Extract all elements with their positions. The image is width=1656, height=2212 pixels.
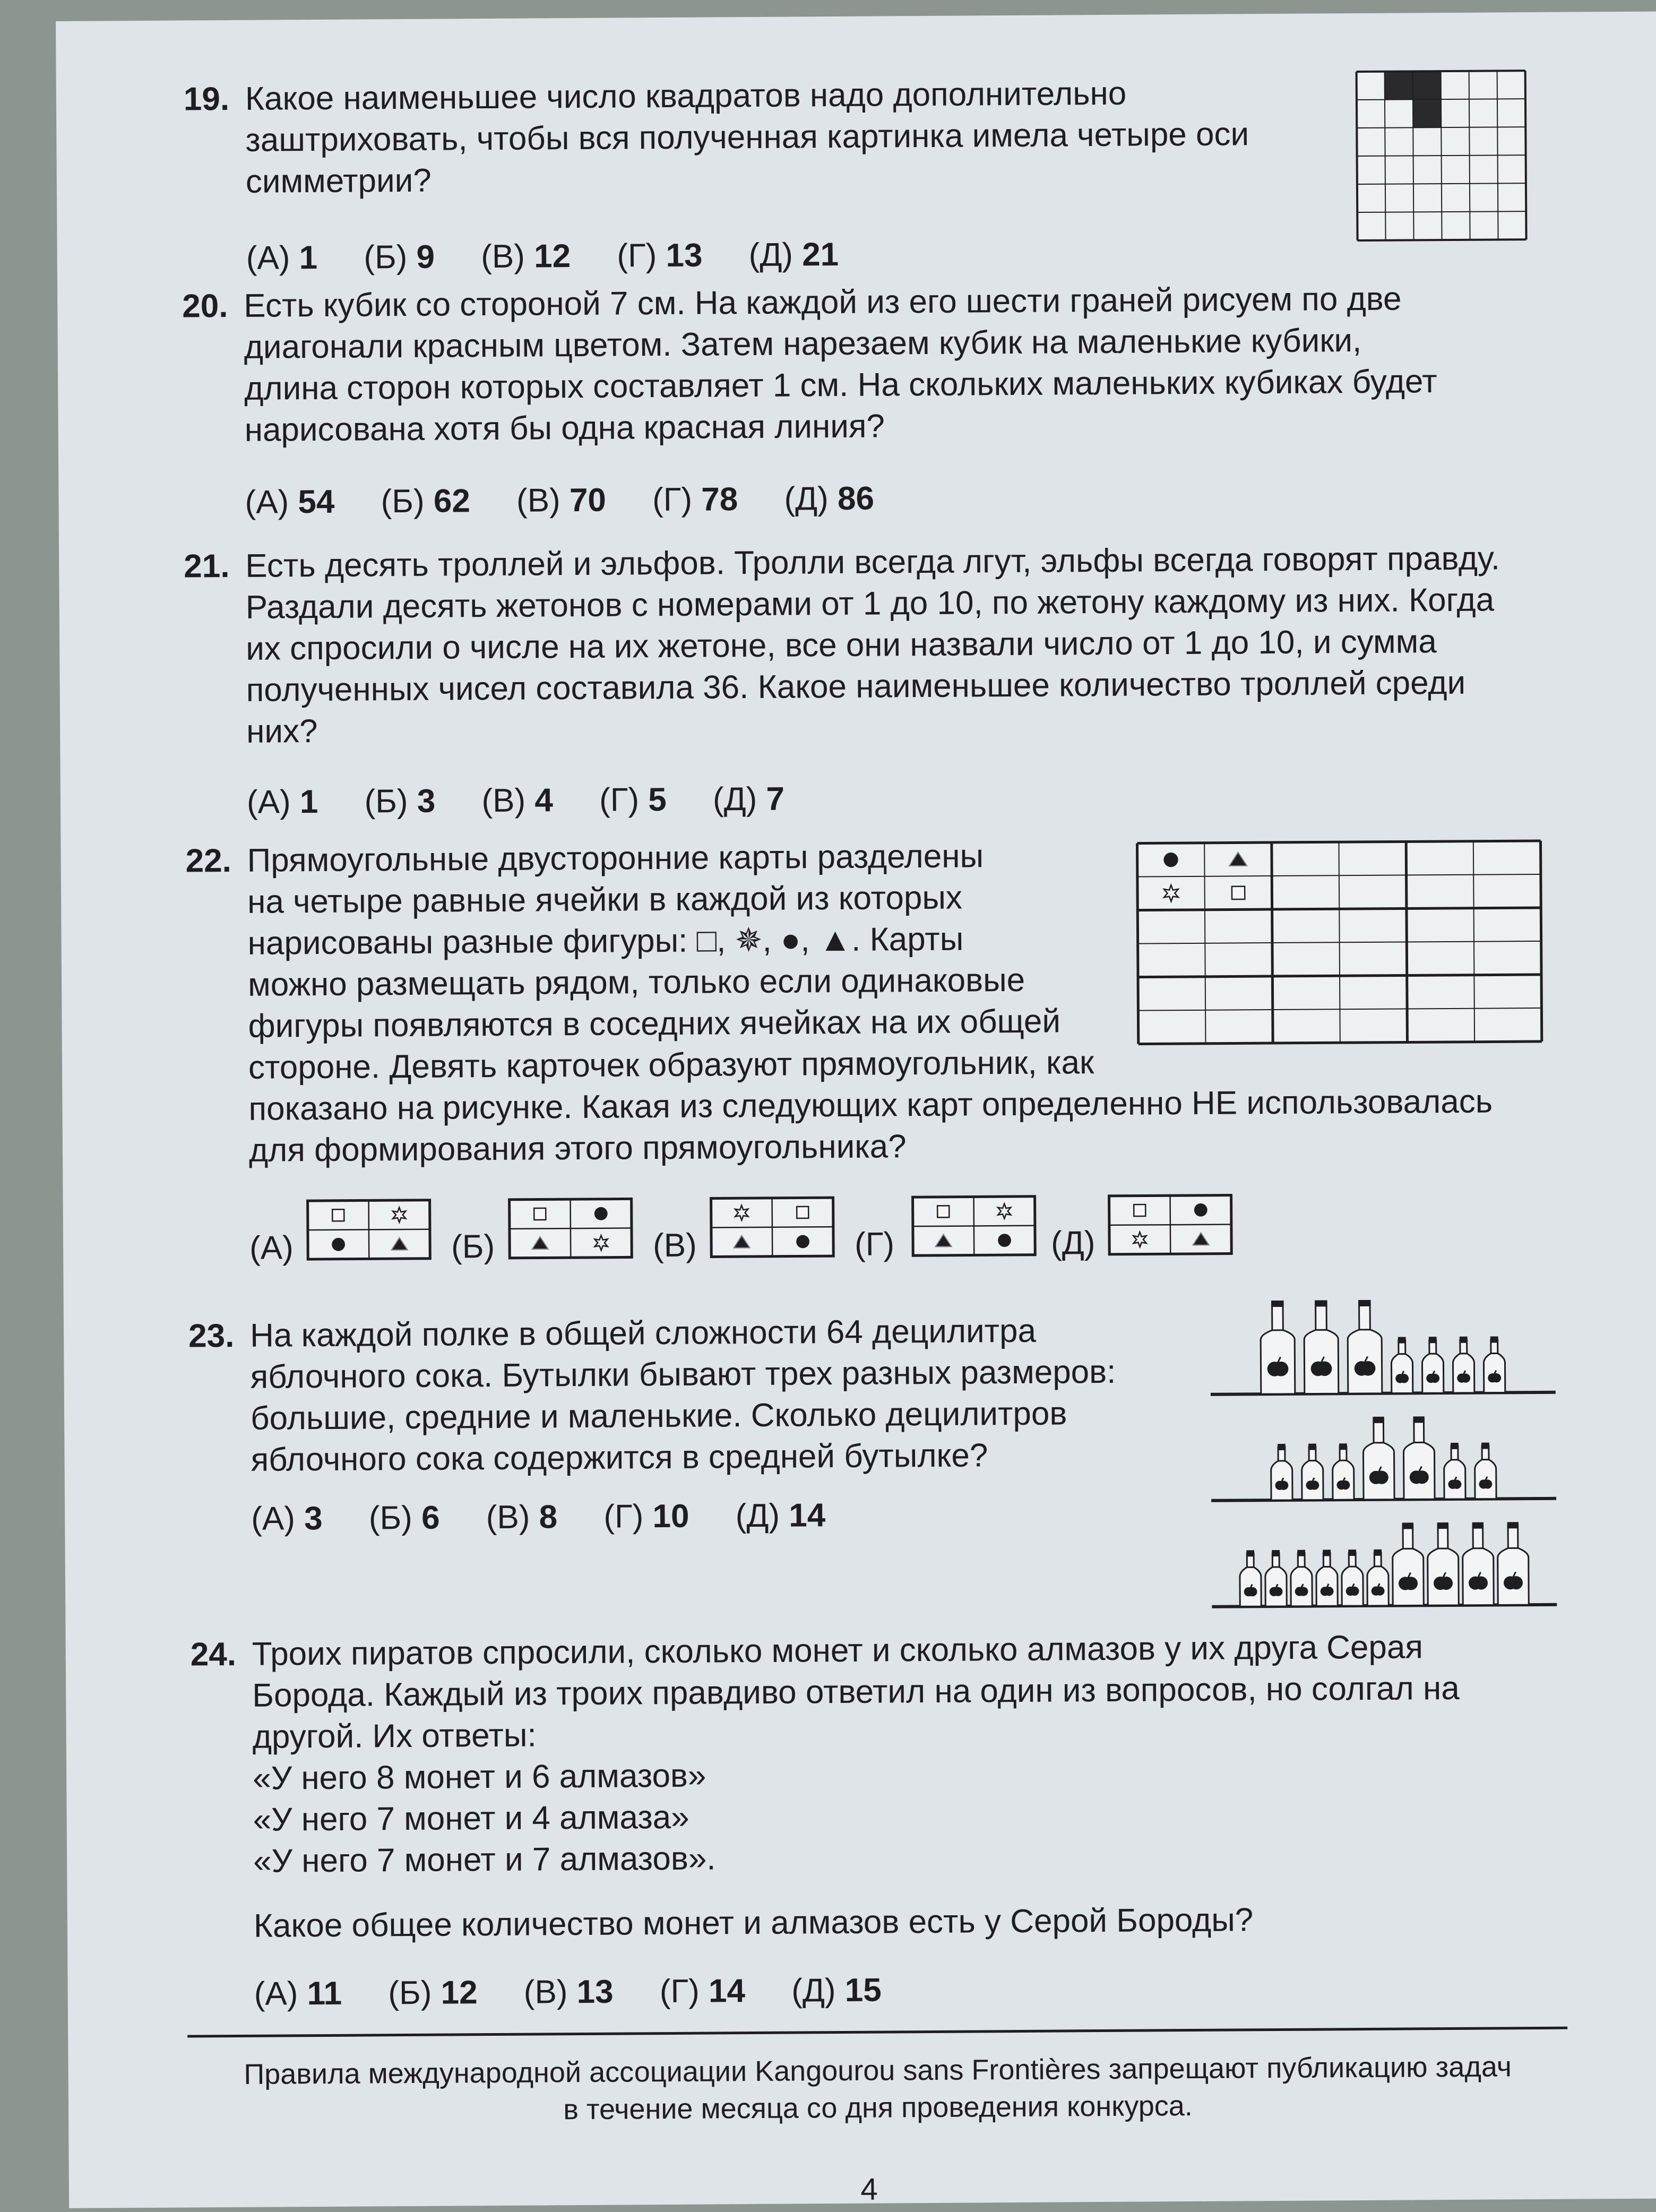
footer-notice: Правила международной ассоциации Kangourou sans Frontières запрещают публикацию задач в течение месяца со дня проведения конкурса. <box>244 2051 1512 2126</box>
problem-24 <box>191 1625 1626 2016</box>
bottle-small <box>1265 1550 1287 1606</box>
bottle-medium <box>1462 1522 1494 1605</box>
answer-a[interactable]: (А) 3 <box>251 1500 323 1537</box>
card-option-label[interactable]: (Б) <box>451 1228 495 1266</box>
bottle-small <box>1484 1336 1505 1392</box>
bottle-small <box>1271 1444 1292 1500</box>
answer-d[interactable]: (Г) 10 <box>603 1497 689 1535</box>
answer-a[interactable]: (А) 11 <box>254 1975 342 2012</box>
shelves-figure <box>1210 1286 1584 1628</box>
problem-number: 20. <box>182 288 228 325</box>
bottle-small <box>1391 1337 1413 1393</box>
problem-text: Прямоугольные двусторонние карты разделены на четыре равные ячейки в каждой из которых нарисованы разные фигуры: □, ✵, ●, ▲. Карты можно размещать рядом, только если одинаковые фигуры появляются в соседних ячейках на их общей стороне. Девять карточек образуют прямоугольник, как показано на рисунке. Какая из следующих карт определенно НЕ использовалась для формирования этого прямоугольника? <box>247 838 1493 1169</box>
problem-text: Есть кубик со стороной 7 см. На каждой из его шести граней рисуем по две диагонали красным цветом. Затем нарезаем кубик на маленькие кубики, длина сторон которых составляет 1 см. На скольких маленьких кубиках будет нарисована хотя бы одна красная линия? <box>244 280 1437 449</box>
card-option-figure[interactable] <box>507 1196 635 1260</box>
problem-23 <box>188 1309 1305 1550</box>
answer-b[interactable]: (Б) 62 <box>381 483 471 520</box>
answer-d[interactable]: (Г) 78 <box>652 481 738 519</box>
card-option-label[interactable]: (Г) <box>854 1226 895 1263</box>
footer-divider <box>187 2027 1567 2038</box>
bottle-large <box>1261 1301 1295 1394</box>
answer-options <box>254 1969 918 2015</box>
bottle-medium <box>1427 1522 1459 1605</box>
answer-d[interactable]: (Г) 13 <box>617 237 703 274</box>
bottle-small <box>1453 1337 1474 1393</box>
answer-options <box>249 1194 1418 1275</box>
answer-options <box>247 778 822 823</box>
answer-c[interactable]: (В) 13 <box>523 1973 614 2011</box>
bottle-medium <box>1363 1417 1394 1500</box>
answer-options <box>246 234 876 279</box>
bottle-small <box>1316 1550 1338 1606</box>
answer-c[interactable]: (В) 70 <box>516 481 607 519</box>
answer-a[interactable]: (А) 54 <box>245 483 335 521</box>
bottle-small <box>1444 1443 1465 1499</box>
shaded-cell <box>1385 71 1413 99</box>
bottle-small <box>1240 1550 1262 1606</box>
answer-e[interactable]: (Д) 14 <box>735 1497 826 1535</box>
bottle-medium <box>1497 1522 1529 1605</box>
card-option-label[interactable]: (Д) <box>1050 1225 1096 1262</box>
problem-text: Есть десять троллей и эльфов. Тролли всегда лгут, эльфы всегда говорят правду. Раздали десять жетонов с номерами от 1 до 10, по жетону каждому из них. Когда их спросили о числе на их жетоне, все они назвали число от 1 до 10, и сумма полученных чисел составила 36. Какое наименьшее количество троллей среди них? <box>245 540 1500 750</box>
bottle-small <box>1474 1442 1496 1499</box>
problem-number: 24. <box>190 1636 237 1673</box>
answer-options <box>251 1495 862 1540</box>
answer-a[interactable]: (А) 1 <box>246 239 318 277</box>
answer-b[interactable]: (Б) 12 <box>388 1974 478 2012</box>
problem-number: 22. <box>185 842 232 880</box>
shaded-cell <box>1413 71 1441 99</box>
answer-c[interactable]: (В) 8 <box>486 1499 558 1536</box>
card-option-figure[interactable] <box>305 1198 433 1262</box>
answer-d[interactable]: (Г) 5 <box>599 781 667 819</box>
card-rectangle-figure <box>1133 838 1548 1047</box>
bottle-medium <box>1392 1522 1424 1605</box>
bottle-small <box>1291 1550 1313 1606</box>
exam-page <box>56 12 1656 2208</box>
bottle-small <box>1301 1443 1323 1500</box>
bottle-small <box>1332 1443 1354 1500</box>
bottle-medium <box>1403 1416 1435 1499</box>
card-option-label[interactable]: (А) <box>249 1229 294 1267</box>
card-option-figure[interactable] <box>910 1194 1038 1258</box>
answer-options <box>245 478 911 523</box>
problem-text: Какое наименьшее число квадратов надо дополнительно заштриховать, чтобы вся полученная картинка имела четыре оси симметрии? <box>245 75 1249 200</box>
grid-figure <box>1354 68 1536 244</box>
bottle-large <box>1348 1300 1382 1393</box>
problem-number: 19. <box>183 81 230 118</box>
problem-text: На каждой полке в общей сложности 64 децилитра яблочного сока. Бутылки бывают трех разных размеров: большие, средние и маленькие. Сколько децилитров яблочного сока содержится в средней бутылке? <box>249 1312 1116 1478</box>
answer-e[interactable]: (Д) 86 <box>784 480 875 518</box>
bottle-small <box>1367 1550 1389 1606</box>
answer-a[interactable]: (А) 1 <box>246 784 318 821</box>
problem-number: 21. <box>184 548 230 585</box>
bottle-large <box>1304 1300 1339 1393</box>
answer-b[interactable]: (Б) 3 <box>364 782 436 820</box>
card-option-figure[interactable] <box>709 1195 836 1259</box>
problem-20 <box>182 278 1564 521</box>
answer-c[interactable]: (В) 12 <box>481 238 571 276</box>
answer-d[interactable]: (Г) 14 <box>659 1973 746 2010</box>
card-option-figure[interactable] <box>1107 1192 1235 1256</box>
page-number: 4 <box>860 2172 878 2207</box>
problem-19 <box>184 72 1352 291</box>
answer-b[interactable]: (Б) 6 <box>368 1499 440 1537</box>
problem-21 <box>184 537 1618 822</box>
card-option-label[interactable]: (В) <box>652 1227 697 1264</box>
answer-e[interactable]: (Д) 21 <box>748 236 839 274</box>
problem-text: Троих пиратов спросили, сколько монет и сколько алмазов у их друга Серая Борода. Каждый из троих правдиво ответил на один из вопросов, но солгал на другой. Их ответы: «У него 8 монет и 6 алмазов» «У него 7 монет и 4 алмаза» «У него 7 монет и 7 алмазов». Какое общее количество монет и алмазов есть у Серой Бороды? <box>252 1629 1460 1944</box>
bottle-small <box>1422 1337 1444 1393</box>
shaded-cell <box>1413 99 1441 127</box>
answer-e[interactable]: (Д) 15 <box>791 1972 882 2009</box>
problem-number: 23. <box>188 1317 235 1355</box>
answer-b[interactable]: (Б) 9 <box>364 238 435 276</box>
bottle-small <box>1342 1550 1364 1606</box>
answer-e[interactable]: (Д) 7 <box>712 780 785 818</box>
answer-c[interactable]: (В) 4 <box>481 782 554 820</box>
